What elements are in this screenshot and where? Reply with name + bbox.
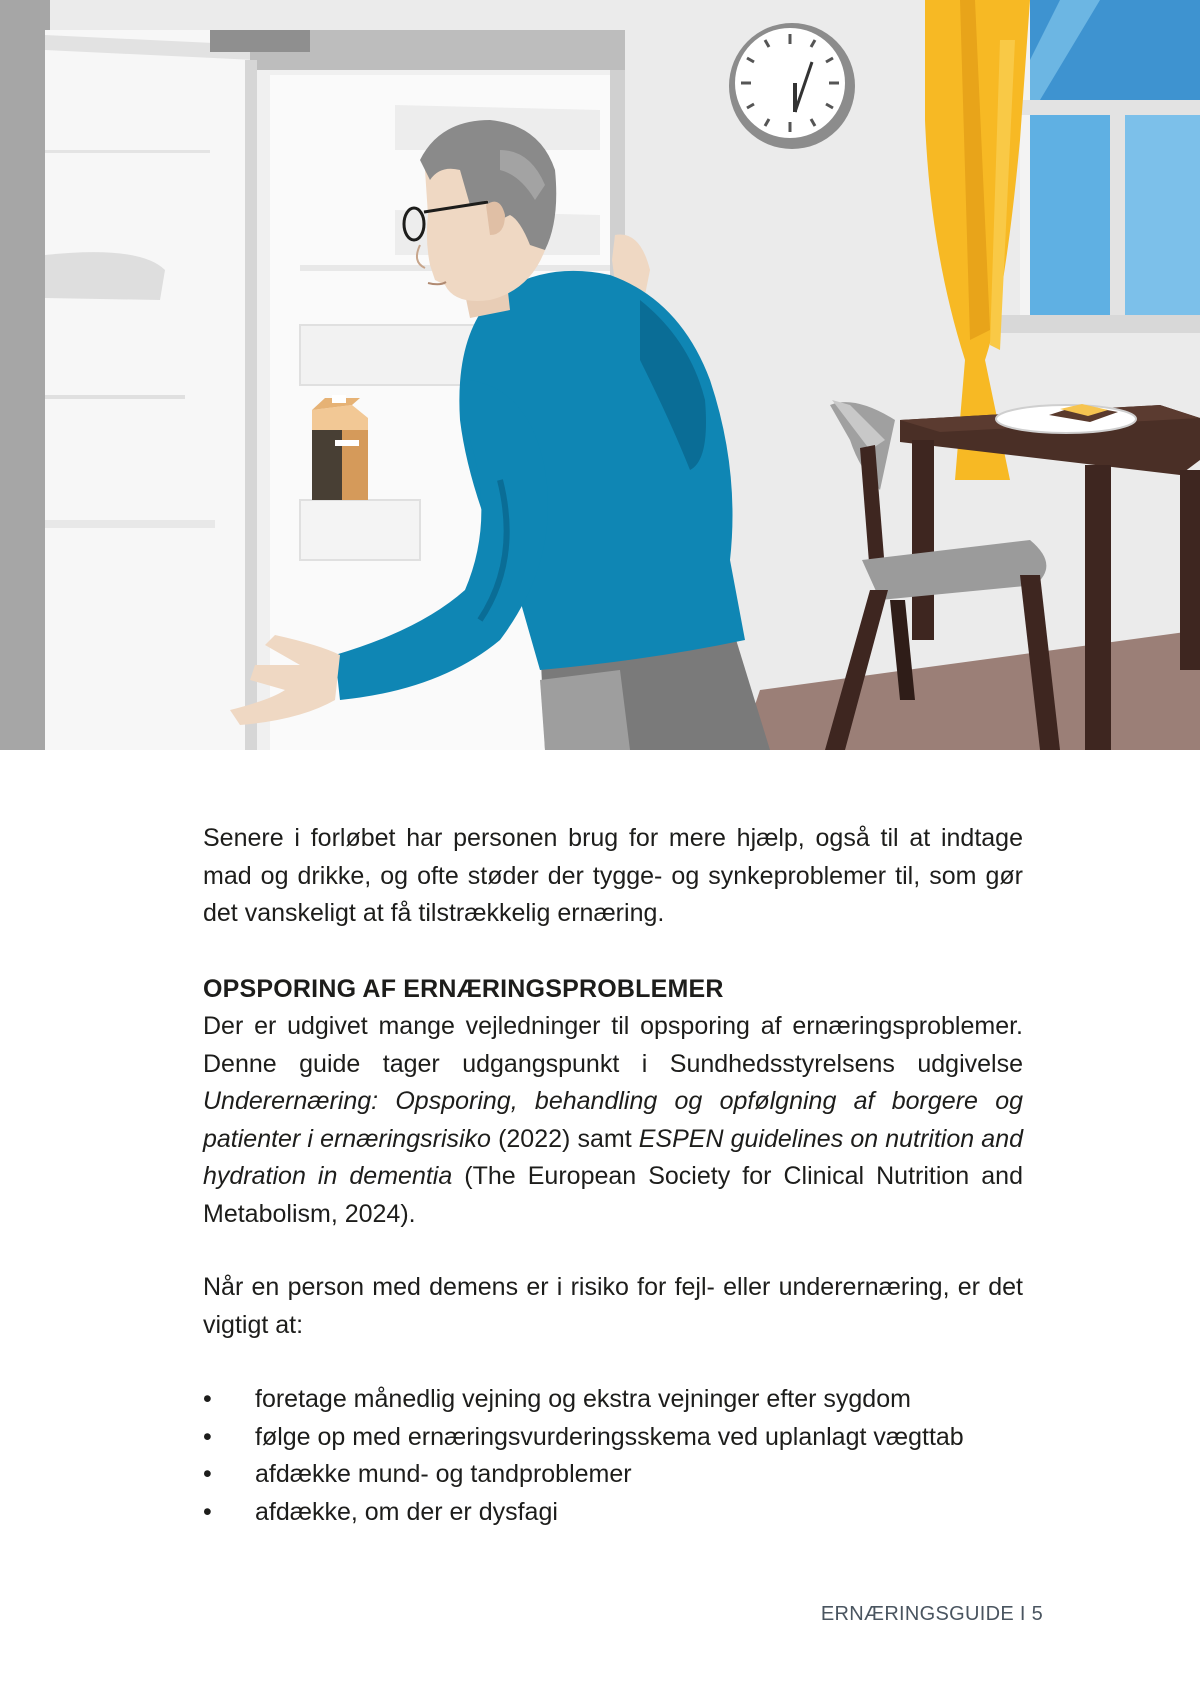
guidelines-title-2: ESPEN guidelines on nutrition and hydration in dementia bbox=[203, 1124, 1023, 1190]
list-item: • følge op med ernæringsvurderingsskema ved uplanlagt vægttab bbox=[203, 1419, 1023, 1457]
guidelines-text-3: (The European Society for Clinical Nutrition and Metabolism, 2024). bbox=[203, 1162, 1023, 1228]
page-footer: ERNÆRINGSGUIDE I 5 bbox=[820, 1603, 1043, 1625]
main-content bbox=[203, 820, 1023, 1531]
bullet-list bbox=[203, 1381, 1023, 1531]
clock-icon bbox=[729, 23, 855, 149]
illustration bbox=[0, 0, 1200, 750]
guidelines-text-1: Der er udgivet mange vejledninger til opsporing af ernæringsproblemer. Denne guide tager udgangspunkt i Sundhedsstyrelsens udgivelse bbox=[203, 1012, 1023, 1078]
risk-paragraph: Når en person med demens er i risiko for fejl- eller underernæring, er det vigtigt at: bbox=[203, 1273, 1023, 1339]
guidelines-paragraph bbox=[203, 1008, 1023, 1233]
list-item: • afdække, om der er dysfagi bbox=[203, 1494, 1023, 1532]
list-item: • foretage månedlig vejning og ekstra vejninger efter sygdom bbox=[203, 1381, 1023, 1419]
intro-paragraph: Senere i forløbet har personen brug for mere hjælp, også til at indtage mad og drikke, og ofte støder der tygge- og synkeproblemer til, som gør det vanskeligt at få tilstrækkelig ernæring. bbox=[203, 824, 1023, 927]
list-item: • afdække mund- og tandproblemer bbox=[203, 1456, 1023, 1494]
guidelines-title-1: Underernæring: Opsporing, behandling og opfølgning af borgere og patienter i ernæringsrisiko bbox=[203, 1087, 1023, 1153]
section-heading: OPSPORING AF ERNÆRINGSPROBLEMER bbox=[203, 974, 724, 1003]
plate bbox=[996, 404, 1136, 433]
guidelines-text-2: (2022) samt bbox=[490, 1124, 639, 1153]
